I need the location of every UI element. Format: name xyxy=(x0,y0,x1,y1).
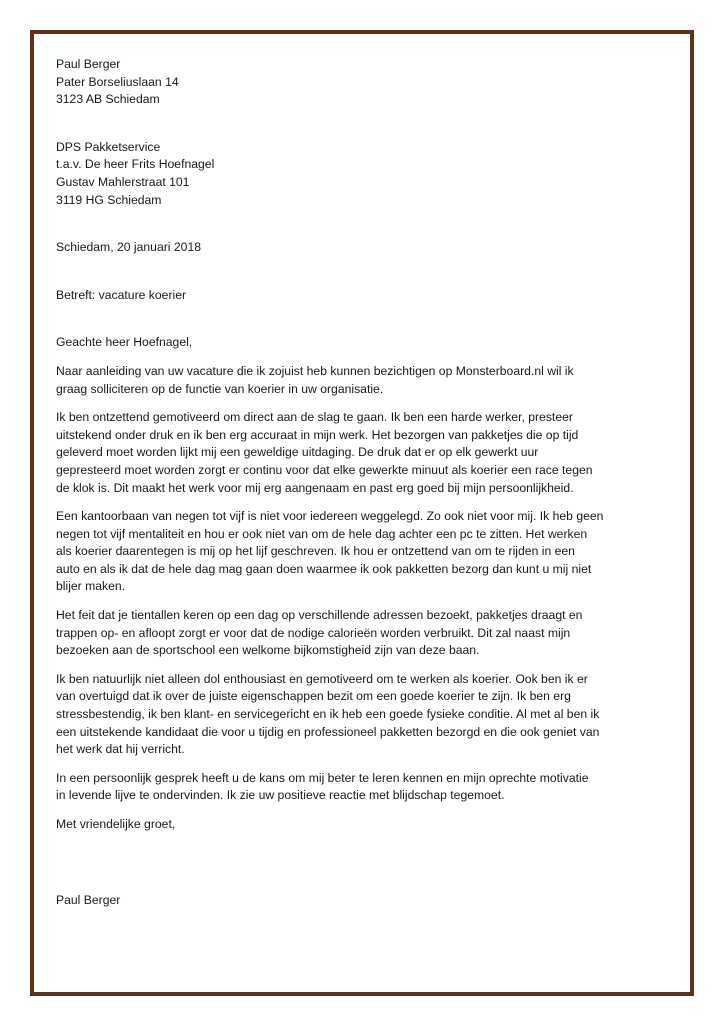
recipient-address xyxy=(56,139,616,209)
paragraph-5 xyxy=(56,671,616,759)
letter-salutation: Geachte heer Hoefnagel, xyxy=(56,335,193,350)
sender-street: Pater Borseliuslaan 14 xyxy=(56,74,179,89)
paragraph-line: in levende lijve te ondervinden. Ik zie uw positieve reactie met blijdschap tegemoet. xyxy=(56,788,505,803)
letter-body xyxy=(56,56,616,909)
recipient-city: 3119 HG Schiedam xyxy=(56,192,162,207)
paragraph-6 xyxy=(56,770,616,805)
paragraph-line: als koerier daarentegen is mij op het lijf geschreven. Ik hou er ontzettend van om te rijden in een xyxy=(56,544,575,559)
paragraph-line: geleverd moet worden lijkt mij een geweldige uitdaging. De druk dat er op elk gewerkt uur xyxy=(56,445,539,460)
paragraph-line: Naar aanleiding van uw vacature die ik zojuist heb kunnen bezichtigen op Monsterboard.nl wil ik xyxy=(56,363,574,378)
recipient-company: DPS Pakketservice xyxy=(56,139,161,154)
paragraph-line: stressbestendig, ik ben klant- en servicegericht en ik heb een goede fysieke conditie. Al met al ben ik xyxy=(56,707,600,722)
paragraph-line: Ik ben natuurlijk niet alleen dol enthousiast en gemotiveerd om te werken als koerier. Ook ben ik er xyxy=(56,671,588,686)
letter-subject: Betreft: vacature koerier xyxy=(56,287,187,302)
sender-city: 3123 AB Schiedam xyxy=(56,92,160,107)
paragraph-line: bezoeken aan de sportschool een welkome bijkomstigheid zijn van deze baan. xyxy=(56,643,480,658)
paragraph-line: uitstekend onder druk en ik ben erg accuraat in mijn werk. Het bezorgen van pakketjes die op tijd xyxy=(56,427,579,442)
paragraph-line: van overtuigd dat ik over de juiste eigenschappen bezit om een goede koerier te zijn. Ik ben erg xyxy=(56,689,571,704)
sender-address xyxy=(56,56,616,109)
letter-closing: Met vriendelijke groet, xyxy=(56,817,176,831)
paragraph-line: een uitstekende kandidaat die voor u tijdig en professioneel pakketten bezorgd en die ook geniet van xyxy=(56,724,600,739)
paragraph-line: gepresteerd moet worden zorgt er continu voor dat elke gewerkte minuut als koerier een race tegen xyxy=(56,462,593,477)
paragraph-line: In een persoonlijk gesprek heeft u de kans om mij beter te leren kennen en mijn oprechte motivatie xyxy=(56,770,589,785)
paragraph-4 xyxy=(56,607,616,660)
paragraph-line: Het feit dat je tientallen keren op een dag op verschillende adressen bezoekt, pakketjes draagt en xyxy=(56,608,583,623)
paragraph-line: Een kantoorbaan van negen tot vijf is niet voor iedereen weggelegd. Zo ook niet voor mij. Ik heb geen xyxy=(56,509,604,524)
paragraph-line: het werk dat hij verricht. xyxy=(56,742,185,757)
paragraph-3 xyxy=(56,508,616,596)
recipient-attention: t.a.v. De heer Frits Hoefnagel xyxy=(56,157,215,172)
paragraph-line: trappen op- en afloopt zorgt er voor dat de nodige calorieën worden verbruikt. Dit zal naast mijn xyxy=(56,625,571,640)
letter-date: Schiedam, 20 januari 2018 xyxy=(56,240,201,255)
paragraph-line: blijer maken. xyxy=(56,579,126,594)
sender-name: Paul Berger xyxy=(56,57,121,71)
paragraph-line: negen tot vijf mentaliteit en hou er ook niet van om de hele dag achter een pc te zitten. Het werken xyxy=(56,526,588,541)
recipient-street: Gustav Mahlerstraat 101 xyxy=(56,174,190,189)
paragraph-1 xyxy=(56,363,616,398)
letter-signature: Paul Berger xyxy=(56,892,121,907)
paragraph-2 xyxy=(56,409,616,497)
paragraph-line: auto en als ik dat de hele dag mag gaan doen waarmee ik ook pakketten bezorg dan kunt u mij niet xyxy=(56,561,592,576)
paragraph-line: de klok is. Dit maakt het werk voor mij erg aangenaam en past erg goed bij mijn persoonlijkheid. xyxy=(56,480,574,495)
paragraph-line: graag solliciteren op de functie van koerier in uw organisatie. xyxy=(56,381,384,396)
paragraph-line: Ik ben ontzettend gemotiveerd om direct aan de slag te gaan. Ik ben een harde werker, presteer xyxy=(56,410,573,425)
